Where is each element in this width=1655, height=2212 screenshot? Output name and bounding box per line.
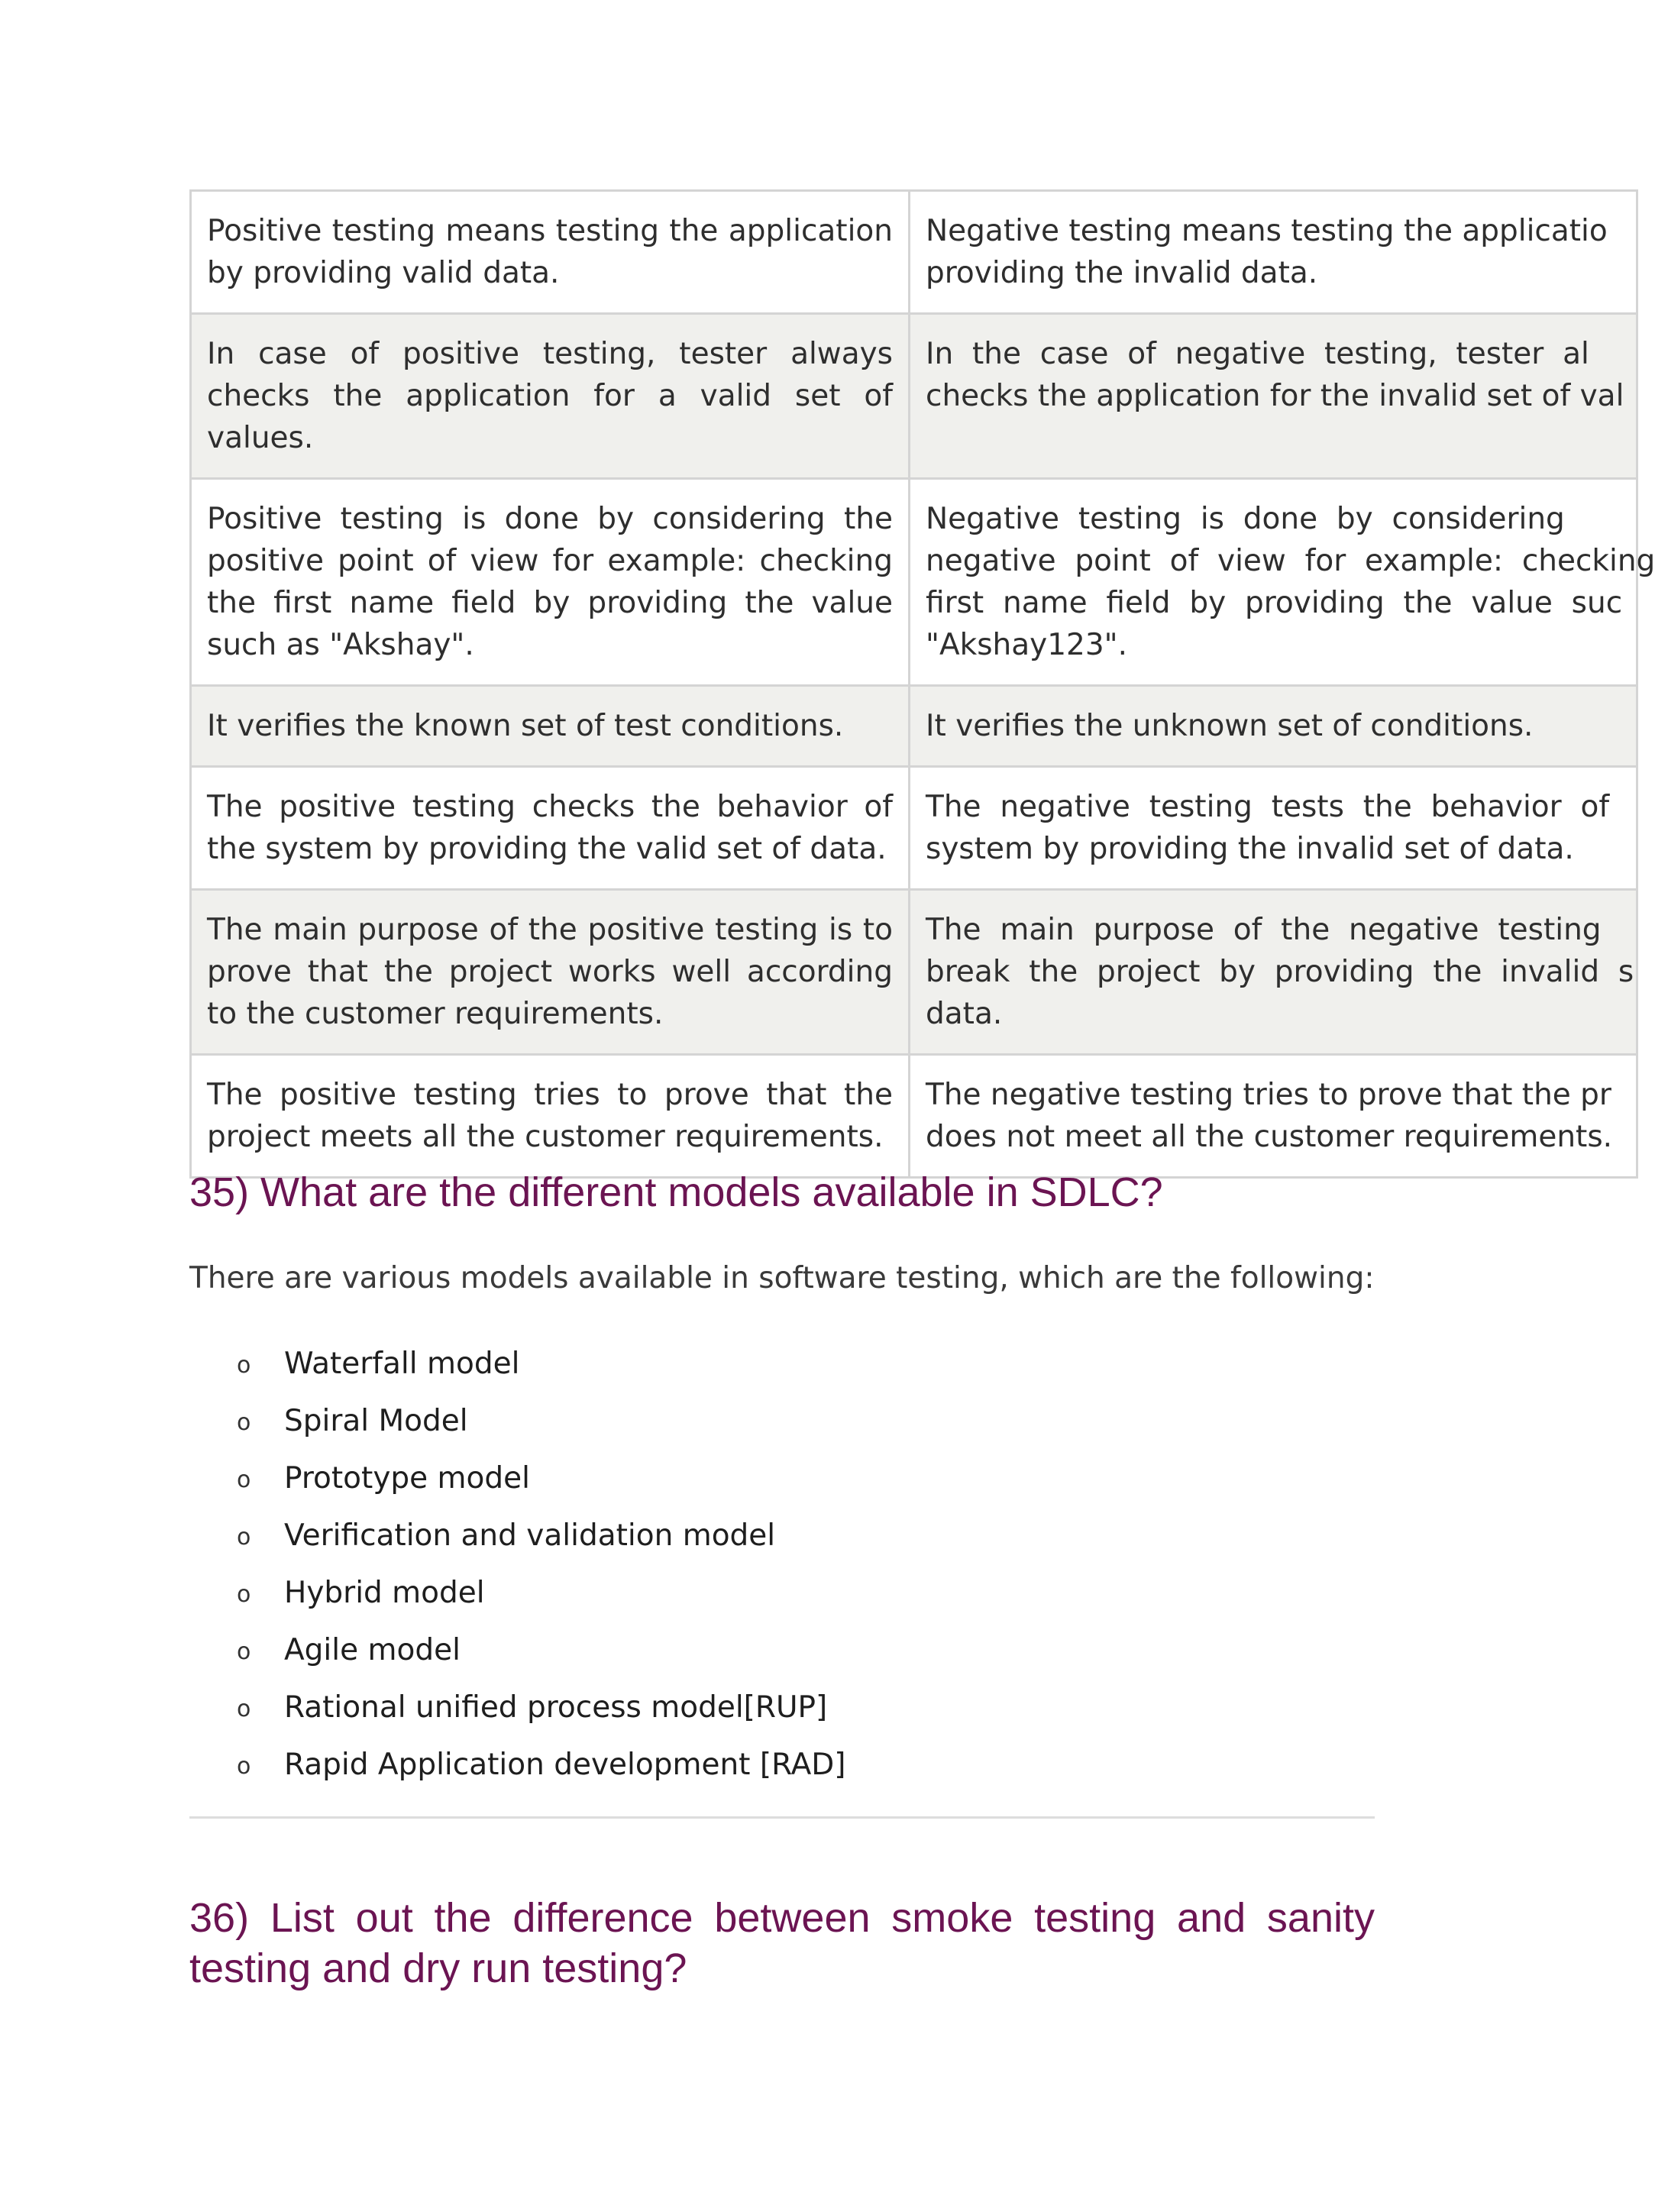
negative-cell-line: providing the invalid data. — [926, 256, 1318, 290]
negative-cell-line: checks the application for the invalid set of val — [926, 379, 1624, 413]
negative-testing-cell — [910, 686, 1637, 767]
list-item — [189, 1688, 846, 1745]
positive-testing-cell: Positive testing means testing the application by providing valid data. — [191, 191, 910, 314]
negative-cell-line: data. — [926, 997, 1003, 1031]
comparison-table-container — [189, 189, 1655, 1179]
table-row — [191, 890, 1637, 1055]
models-intro-text: There are various models available in software testing, which are the following: — [189, 1261, 1375, 1295]
bullet-icon: o — [237, 1409, 251, 1436]
negative-testing-cell — [910, 767, 1637, 890]
positive-testing-cell: In case of positive testing, tester always checks the application for a valid set of values. — [191, 314, 910, 479]
model-name: Agile model — [284, 1633, 461, 1667]
table-row — [191, 686, 1637, 767]
model-name: Spiral Model — [284, 1404, 468, 1438]
table-body — [191, 191, 1655, 1178]
negative-cell-line: It verifies the unknown set of conditions. — [926, 709, 1534, 743]
negative-testing-cell — [910, 191, 1637, 314]
bullet-icon: o — [237, 1581, 251, 1608]
table-row — [191, 767, 1637, 890]
positive-testing-cell: The positive testing checks the behavior of the system by providing the valid set of data. — [191, 767, 910, 890]
model-name: Prototype model — [284, 1461, 530, 1496]
table-row — [191, 191, 1637, 314]
positive-testing-cell: It verifies the known set of test conditions. — [191, 686, 910, 767]
negative-cell-line: Negative testing means testing the applicatio — [926, 214, 1608, 248]
positive-testing-cell: The main purpose of the positive testing is to prove that the project works well according to the customer requirements. — [191, 890, 910, 1055]
negative-cell-line: In the case of negative testing, tester al — [926, 337, 1589, 371]
table-row — [191, 479, 1637, 686]
model-name: Rational unified process model[RUP] — [284, 1690, 828, 1725]
list-item — [189, 1459, 846, 1516]
negative-cell-line: system by providing the invalid set of data. — [926, 832, 1574, 866]
bullet-icon: o — [237, 1638, 251, 1665]
bullet-icon: o — [237, 1524, 251, 1551]
negative-testing-cell — [910, 890, 1637, 1055]
bullet-icon: o — [237, 1696, 251, 1722]
question-35-heading: 35) What are the different models available in SDLC? — [189, 1169, 1163, 1215]
negative-cell-line: "Akshay123". — [926, 628, 1127, 662]
model-name: Hybrid model — [284, 1576, 485, 1610]
table-row — [191, 314, 1637, 479]
negative-cell-line: does not meet all the customer requirements. — [926, 1120, 1613, 1154]
model-name: Waterfall model — [284, 1347, 520, 1381]
negative-testing-cell — [910, 479, 1655, 686]
positive-testing-cell: Positive testing is done by considering the positive point of view for example: checking the first name field by providing the value such as "Akshay". — [191, 479, 910, 686]
table-row — [191, 1055, 1637, 1178]
list-item — [189, 1745, 846, 1803]
model-name: Verification and validation model — [284, 1518, 776, 1553]
negative-cell-line: Negative testing is done by considering — [926, 502, 1565, 536]
list-item — [189, 1573, 846, 1631]
negative-cell-line: The negative testing tests the behavior of — [926, 790, 1610, 824]
list-item — [189, 1631, 846, 1688]
bullet-icon: o — [237, 1467, 251, 1493]
negative-cell-line: The negative testing tries to prove that the pr — [926, 1078, 1611, 1112]
bullet-icon: o — [237, 1753, 251, 1780]
negative-cell-line: The main purpose of the negative testing — [926, 913, 1602, 947]
negative-cell-line: first name field by providing the value suc — [926, 586, 1623, 620]
positive-testing-cell: The positive testing tries to prove that the project meets all the customer requirements. — [191, 1055, 910, 1178]
question-36-heading: 36) List out the difference between smoke testing and sanity testing and dry run testing? — [189, 1895, 1375, 1991]
list-item — [189, 1402, 846, 1459]
section-divider — [189, 1816, 1375, 1819]
list-item — [189, 1516, 846, 1573]
negative-testing-cell — [910, 314, 1637, 479]
positive-negative-comparison-table — [189, 189, 1655, 1179]
sdlc-models-list — [189, 1344, 846, 1803]
negative-cell-line: break the project by providing the invalid s — [926, 955, 1634, 989]
negative-cell-line: negative point of view for example: checking — [926, 544, 1655, 578]
list-item — [189, 1344, 846, 1402]
negative-testing-cell — [910, 1055, 1637, 1178]
bullet-icon: o — [237, 1352, 251, 1379]
model-name: Rapid Application development [RAD] — [284, 1748, 846, 1782]
